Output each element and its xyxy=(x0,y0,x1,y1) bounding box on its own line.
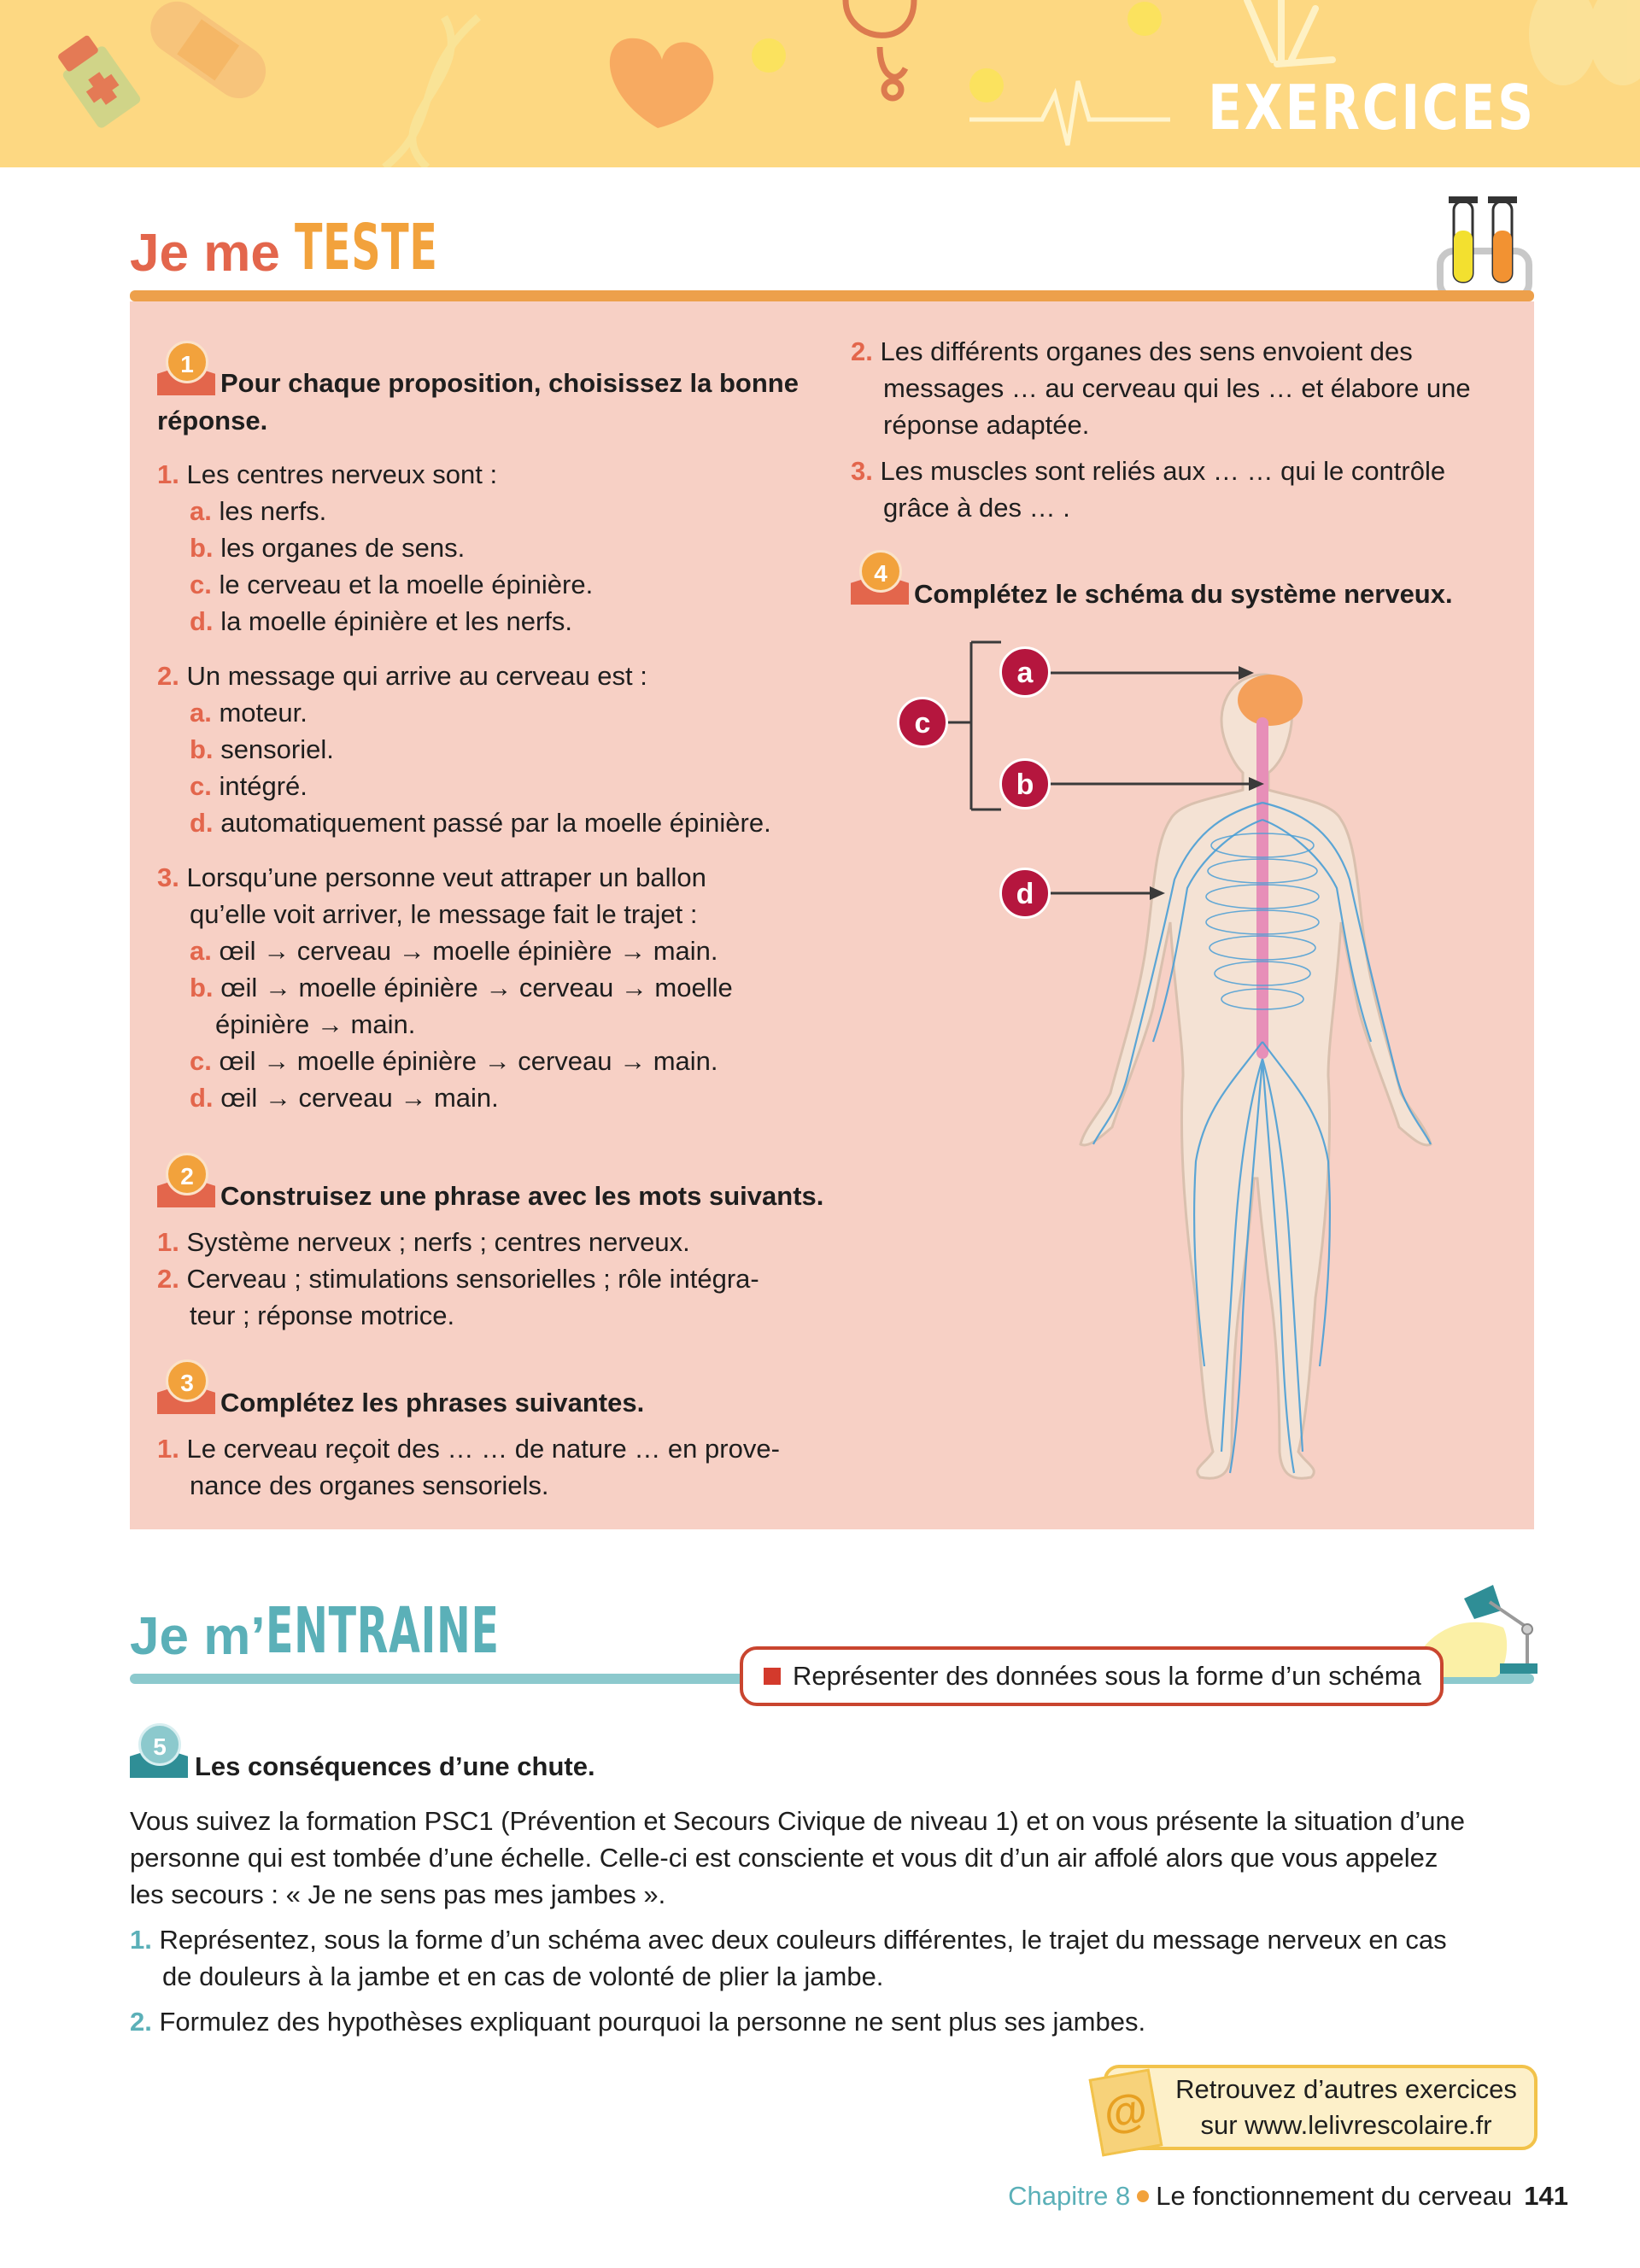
heading-line: Pour chaque proposition, choisissez la bonne xyxy=(220,368,799,398)
section-title-prefix: Je m’ xyxy=(130,1607,266,1666)
exercise-statement: Vous suivez la formation PSC1 (Prévention et Secours Civique de niveau 1) et on vous présente la situation d’une personne qui est tombée d’une échelle. Celle-ci est consciente et vous dit d’un air affolé alors que vous appelez les secours : « Je ne sens pas mes jambes ». xyxy=(130,1806,1465,1909)
dna-icon xyxy=(384,17,478,167)
skill-text: Représenter des données sous la forme d’un schéma xyxy=(793,1661,1421,1691)
brain xyxy=(1238,675,1303,726)
exercise-heading: Complétez les phrases suivantes. xyxy=(220,1388,645,1418)
answer-option: c. intégré. xyxy=(190,771,308,801)
question-number: 1. xyxy=(157,459,179,489)
hand-bones-icon xyxy=(1247,0,1332,64)
list-item: 2. Cerveau ; stimulations sensorielles ; rôle intégra- xyxy=(157,1264,759,1294)
nervous-system-diagram xyxy=(888,632,1469,1499)
more-exercises-text: Retrouvez d’autres exercices sur www.lelivrescolaire.fr xyxy=(1175,2074,1517,2140)
answer-option: a. œil → cerveau → moelle épinière → main. xyxy=(190,936,718,966)
header-banner xyxy=(0,0,1640,167)
diagram-label-d: d xyxy=(999,868,1051,919)
answer-option: b. les organes de sens. xyxy=(190,533,466,563)
answer-option-continued: épinière → main. xyxy=(215,1009,416,1039)
exercise-number: 5 xyxy=(138,1723,181,1766)
human-body-illustration xyxy=(888,632,1469,1494)
answer-option: c. œil → moelle épinière → cerveau → main. xyxy=(190,1046,718,1076)
question-line xyxy=(157,658,840,694)
exercise-heading: Construisez une phrase avec les mots suivants. xyxy=(220,1181,824,1211)
diagram-label-c: c xyxy=(897,697,948,748)
pill-bottle-icon xyxy=(51,31,143,130)
question-line-continued: de douleurs à la jambe et en cas de volonté de plier la jambe. xyxy=(162,1961,884,1991)
section-title-teste xyxy=(130,210,494,284)
list-item-continued: teur ; réponse motrice. xyxy=(190,1301,455,1330)
answer-option: d. la moelle épinière et les nerfs. xyxy=(190,606,573,636)
list-item: 1. Système nerveux ; nerfs ; centres nerveux. xyxy=(157,1227,690,1257)
exercise-badge xyxy=(157,1153,217,1207)
page-footer xyxy=(1008,2181,1568,2212)
sentence-item: 1. Le cerveau reçoit des … … de nature … en prove- nance des organes sensoriels. xyxy=(157,1434,780,1500)
section-title-entraine xyxy=(130,1593,590,1668)
item-list xyxy=(157,1224,840,1334)
question-line xyxy=(157,456,840,493)
answer-option: a. les nerfs. xyxy=(190,496,327,526)
stethoscope-icon xyxy=(846,0,914,98)
chapter-label: Chapitre 8 xyxy=(1008,2181,1131,2211)
question-line: 2. Formulez des hypothèses expliquant pourquoi la personne ne sent plus ses jambes. xyxy=(130,2007,1146,2037)
answer-option: d. automatiquement passé par la moelle épinière. xyxy=(190,808,771,838)
test-tubes-icon xyxy=(1435,193,1536,299)
question-number: 2. xyxy=(157,661,179,691)
answer-option: a. moteur. xyxy=(190,698,308,728)
question-text: Les centres nerveux sont : xyxy=(186,459,498,489)
question-block xyxy=(157,658,840,841)
question-list xyxy=(130,1921,1548,2040)
exercise-heading: Les conséquences d’une chute. xyxy=(195,1751,595,1781)
question-text: Lorsqu’une personne veut attraper un ballon xyxy=(186,862,706,892)
question-line xyxy=(157,859,840,896)
heading-line: réponse. xyxy=(157,406,268,435)
exercise-heading xyxy=(157,365,823,440)
section-title-prefix: Je me xyxy=(130,224,296,283)
answer-option: b. œil → moelle épinière → cerveau → moelle xyxy=(190,973,733,1002)
exercise-number: 2 xyxy=(166,1153,208,1195)
section-title-emphasis: TESTE xyxy=(295,210,438,284)
question-text: Un message qui arrive au cerveau est : xyxy=(186,661,647,691)
question-block xyxy=(157,859,840,1116)
section-rule xyxy=(130,290,1534,301)
diagram-label-b: b xyxy=(999,758,1051,810)
exercise-heading: Complétez le schéma du système nerveux. xyxy=(914,579,1453,609)
exercise-number: 1 xyxy=(166,341,208,383)
answer-option: c. le cerveau et la moelle épinière. xyxy=(190,570,594,599)
question-line: 1. Représentez, sous la forme d’un schéma avec deux couleurs différentes, le trajet du message nerveux en cas xyxy=(130,1925,1447,1955)
page-number: 141 xyxy=(1524,2181,1568,2211)
exercise-badge xyxy=(851,550,911,605)
lungs-icon xyxy=(1529,0,1640,85)
more-exercises-link[interactable] xyxy=(1099,2065,1538,2150)
spinal-cord xyxy=(1256,717,1268,1059)
exercise-badge xyxy=(130,1723,190,1778)
banner-label: EXERCICES xyxy=(1208,71,1536,144)
sentence-item: 2. Les différents organes des sens envoient des messages … au cerveau qui les … et élabore une réponse adaptée. xyxy=(851,336,1471,440)
chapter-title: Le fonctionnement du cerveau xyxy=(1156,2181,1513,2211)
separator-dot xyxy=(1137,2190,1149,2202)
body-outline xyxy=(1081,675,1431,1478)
question-number: 3. xyxy=(157,862,179,892)
skill-badge xyxy=(740,1646,1444,1706)
exercise-number: 3 xyxy=(166,1359,208,1402)
exercise-number: 4 xyxy=(859,550,902,593)
answer-option: d. œil → cerveau → main. xyxy=(190,1083,499,1113)
question-block xyxy=(157,456,840,640)
section-title-emphasis: ENTRAINE xyxy=(265,1593,500,1668)
heart-icon xyxy=(610,38,713,128)
sentence-item: 3. Les muscles sont reliés aux … … qui le contrôle grâce à des … . xyxy=(851,456,1446,523)
at-sign-icon: @ xyxy=(1089,2068,1163,2156)
skill-bullet xyxy=(764,1668,781,1685)
diagram-label-a: a xyxy=(999,646,1051,698)
question-line: qu’elle voit arriver, le message fait le trajet : xyxy=(190,899,698,929)
bandage-icon xyxy=(140,0,275,108)
answer-option: b. sensoriel. xyxy=(190,734,334,764)
exercise-badge xyxy=(157,1359,217,1414)
